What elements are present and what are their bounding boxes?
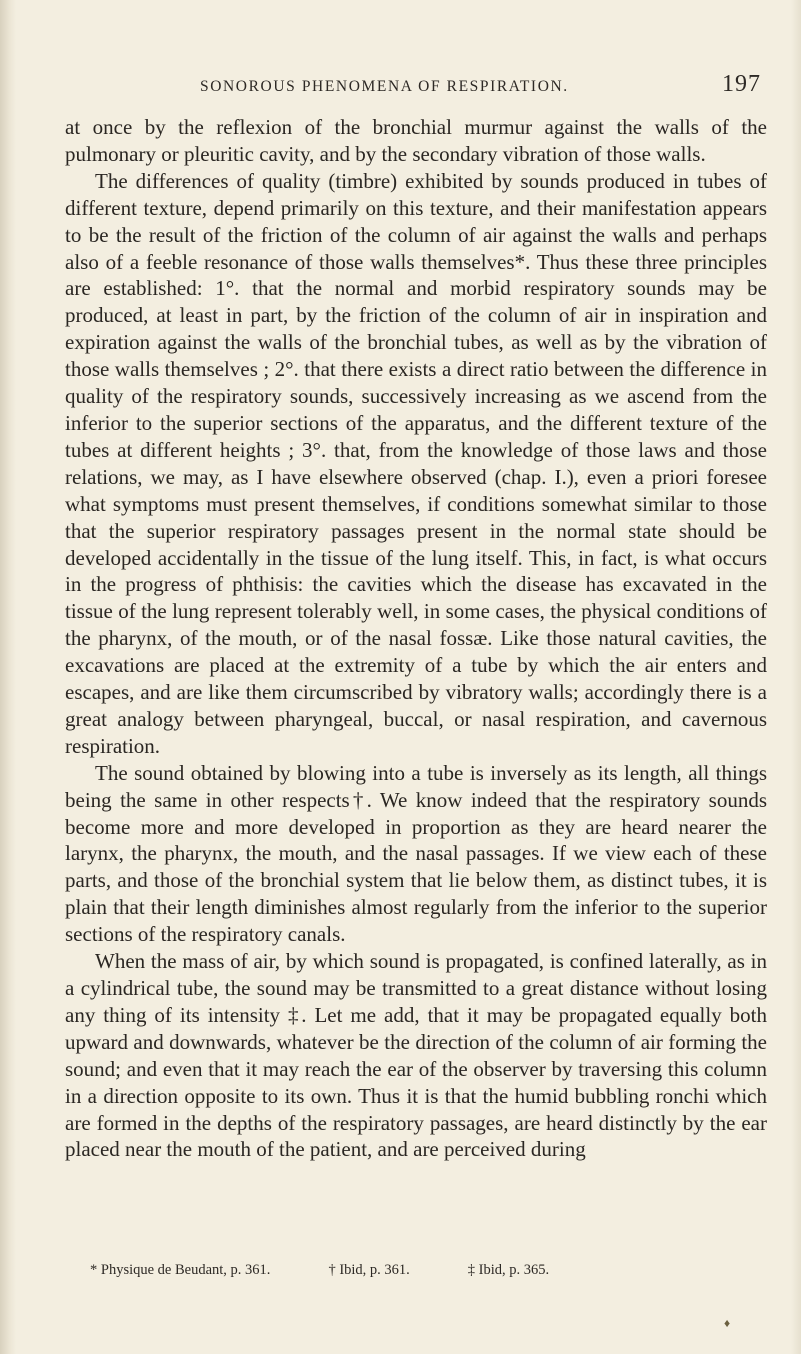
paragraph-2: The differences of quality (timbre) exhibited by sounds produced in tubes of different texture, depend primarily on this texture, and their manifestation appears to be the result of the friction of the column of air against the walls and perhaps also of a feeble resonance of those walls themselves*. Thus these three principles are established: 1°. that the normal and morbid respiratory sounds may be produced, at least in part, by the friction of the column of air in inspiration and expiration against the walls of the bronchial tubes, as well as by the vibration of those walls themselves ; 2°. that there exists a direct ratio between the difference in quality of the respiratory sounds, successively increasing as we ascend from the inferior to the superior sections of the apparatus, and the different texture of the tubes at different heights ; 3°. that, from the knowledge of those laws and those relations, we may, as I have elsewhere observed (chap. I.), even a priori foresee what symptoms must present themselves, if conditions somewhat similar to those that the superior respiratory passages present in the normal state should be developed accidentally in the tissue of the lung itself. This, in fact, is what occurs in the progress of phthisis: the cavities which the disease has excavated in the tissue of the lung represent tolerably well, in some cases, the physical conditions of the pharynx, of the mouth, or of the nasal fossæ. Like those natural cavities, the excavations are placed at the extremity of a tube by which the air enters and escapes, and are like them circumscribed by vibratory walls; accordingly there is a great analogy between pharyngeal, buccal, or nasal respiration, and cavernous respiration. bbox=[65, 168, 767, 758]
footnote-2: † Ibid, p. 361. bbox=[328, 1262, 410, 1278]
footnotes bbox=[90, 1262, 730, 1279]
footnote-1: * Physique de Beudant, p. 361. bbox=[90, 1262, 271, 1278]
body-text bbox=[65, 114, 767, 1163]
page-binding-shadow bbox=[0, 0, 16, 1354]
printer-mark: ♦ bbox=[724, 1316, 731, 1330]
paragraph-4: When the mass of air, by which sound is propagated, is confined laterally, as in a cylindrical tube, the sound may be transmitted to a great distance without losing any thing of its intensity ‡. Let me add, that it may be propagated equally both upward and downwards, whatever be the direction of the column of air forming the sound; and even that it may reach the ear of the observer by traversing this column in a direction opposite to its own. Thus it is that the humid bubbling ronchi which are formed in the depths of the respiratory passages, are heard distinctly by the ear placed near the mouth of the patient, and are perceived during bbox=[65, 949, 767, 1162]
paragraph-1: at once by the reflexion of the bronchial murmur against the walls of the pulmonary or pleuritic cavity, and by the secondary vibration of those walls. bbox=[65, 115, 767, 166]
running-head: SONOROUS PHENOMENA OF RESPIRATION. bbox=[200, 78, 569, 95]
page-edge-shadow bbox=[791, 0, 801, 1354]
footnote-3: ‡ Ibid, p. 365. bbox=[467, 1262, 550, 1278]
paragraph-3: The sound obtained by blowing into a tube is inversely as its length, all things being the same in other respects†. We know indeed that the respiratory sounds become more and more developed in proportion as they are heard nearer the larynx, the pharynx, the mouth, and the nasal passages. If we view each of these parts, and those of the bronchial system that lie below them, as distinct tubes, it is plain that their length diminishes almost regularly from the inferior to the superior sections of the respiratory canals. bbox=[65, 760, 767, 947]
page-number: 197 bbox=[722, 71, 761, 97]
